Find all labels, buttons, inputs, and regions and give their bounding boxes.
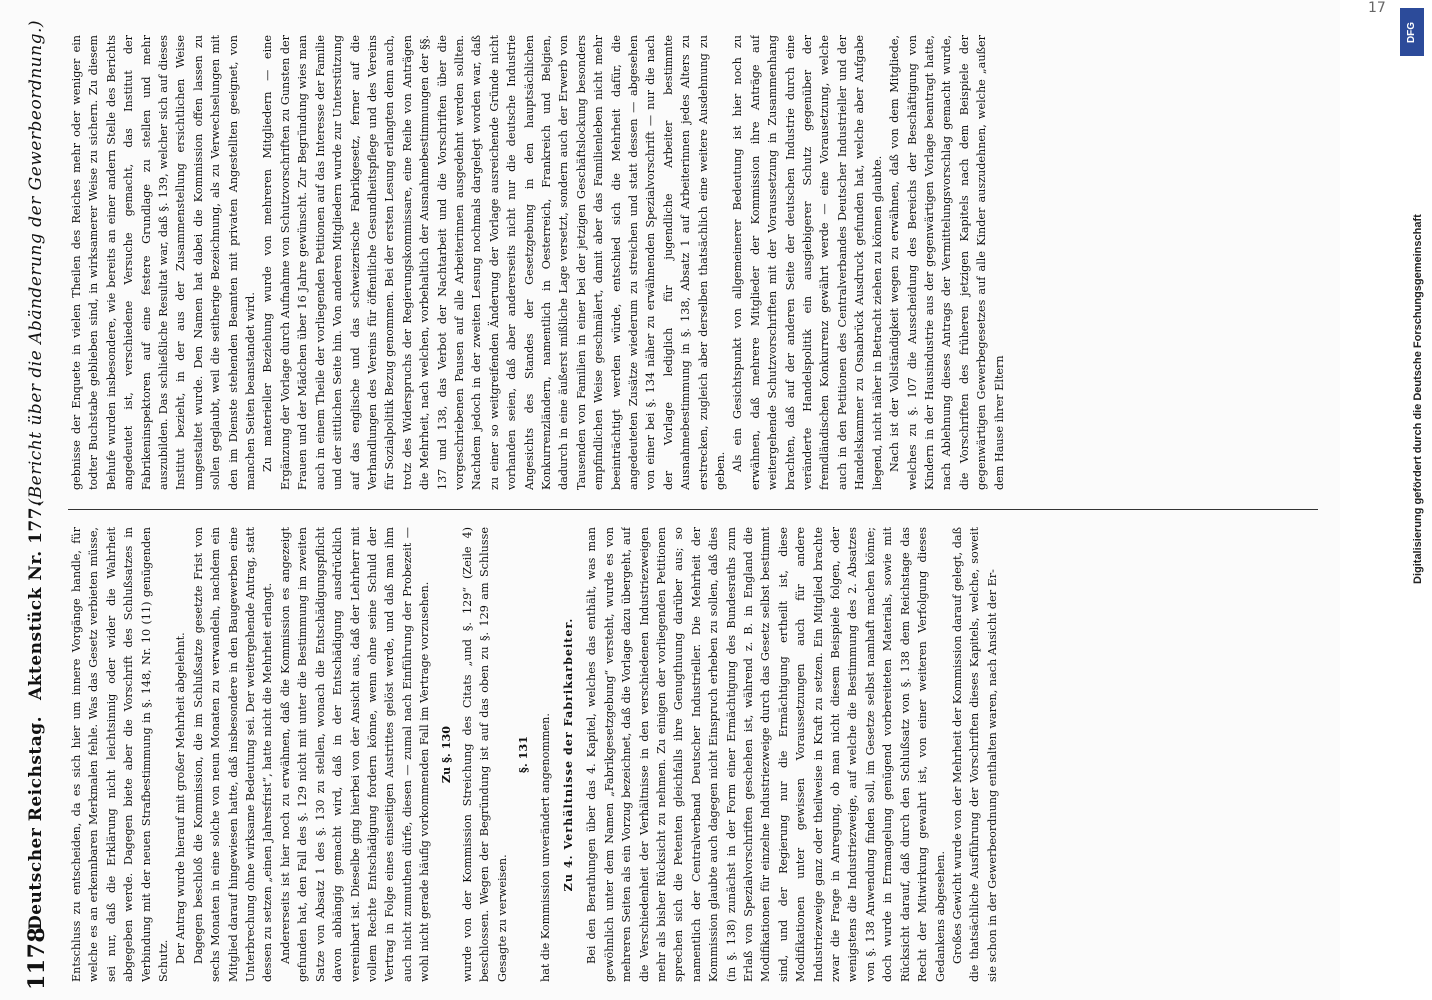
paragraph: Dagegen beschloß die Kommission, die im Schlußsatze gesetzte Frist von sechs Monaten in eine solche von neun Monaten zu verwandeln, nachdem ein Mitglied darauf hingewiesen hatte, daß insbesondere in den Baugewerben eine Unterbrechung ohne wirksame Bedeutung sei. Der weitergehende Antrag, statt dessen zu setzen „einen Jahresfrist“, hatte nicht die Mehrheit erlangt. [191, 527, 275, 982]
chapter-heading: Zu 4. Verhältnisse der Fabrikarbeiter. [560, 617, 575, 892]
section-heading: Zu §. 130 [438, 725, 453, 784]
section-heading: §. 131 [516, 736, 531, 773]
running-head [18, 0, 58, 1000]
report-title: (Bericht über die Abänderung der Gewerbeordnung.) [26, 20, 46, 506]
paragraph: wurde von der Kommission Streichung des Citats „und §. 129“ (Zeile 4) beschlossen. Wegen der Begründung ist auf das oben zu §. 129 am Schlusse Gesagte zu verweisen. [460, 527, 509, 982]
paragraph: gebnisse der Enquete in vielen Theilen des Reiches mehr oder weniger ein todter Buchstabe geblieben sind, in wirksamerer Weise zu sichern. Zu diesem Behufe wurden insbesondere, wie bereits an einer andern Stelle des Berichts angedeutet ist, verschiedene Versuche gemacht, das Institut der Fabrikeninspektoren auf eine festere Grundlage zu stellen und mehr auszubilden. Das schließliche Resultat war, daß §. 139, welcher sich auf dieses Institut bezieht, in der aus der Zusammenstellung ersichtlichen Weise umgestaltet wurde. Den Namen hat dabei die Kommission offen lassen zu sollen geglaubt, weil die seitherige Bezeichnung, als zu Verwechselungen mit den im Dienste stehenden Beamten mit privaten Angestellten geeignet, von manchen Seiten beanstandet wird. [70, 35, 258, 490]
digitization-credit: Digitalisierung gefördert durch die Deutsche Forschungsgemeinschaft [1412, 214, 1424, 584]
dfg-logo-text: DFG [1406, 21, 1418, 43]
paragraph: Großes Gewicht wurde von der Mehrheit der Kommission darauf gelegt, daß die thatsächliche Ausführung der Vorschriften dieses Kapitels, welche, soweit sie schon in der Gewerbeordnung enthalten waren, nach Ansicht der Er- [950, 527, 999, 982]
page-number: 1178 [24, 926, 50, 990]
right-column [68, 35, 1328, 490]
document-number: Aktenstück Nr. 177. [26, 500, 46, 700]
paragraph: Andererseits ist hier noch zu erwähnen, daß die Kommission es angezeigt gefunden hat, den Fall des §. 129 nicht mit unter die Bestimmung im zweiten Satze von Absatz 1 des §. 130 zu stellen, wonach die Entschädigungspflicht davon abhängig gemacht wird, daß in der Entschädigung ausdrücklich vereinbart ist. Dieselbe ging hierbei von der Ansicht aus, daß der Lehrherr mit vollem Rechte Entschädigung fordern könne, wenn ohne seine Schuld der Vertrag in Folge eines einseitigen Austrittes gelöst werde, und daß man ihm auch nicht zumuthen dürfe, diesen — zumal nach Einführung der Probezeit — wohl nicht gerade häufig vorkommenden Fall im Vertrage vorzusehen. [278, 527, 432, 982]
publication-title: Deutscher Reichstag. [26, 715, 46, 930]
paragraph: Als ein Gesichtspunkt von allgemeinerer Bedeutung ist hier noch zu erwähnen, daß mehrere Mitglieder der Kommission ihre Anträge auf weitergehende Schutzvorschriften mit der Voraussetzung in Zusammenhang brachten, daß auf der anderen Seite der deutschen Industrie durch eine veränderte Handelspolitik ein ausgiebigerer Schutz gegenüber der fremdländischen Konkurrenz gewährt werde — eine Vorausetzung, welche auch in den Petitionen des Centralverbandes Deutscher Industrieller und der Handelskammer zu Osnabrück Ausdruck gefunden hat, welche aber Aufgabe liegend, nicht näher in Betracht ziehen zu können glaubte. [731, 35, 884, 490]
dfg-logo [1400, 8, 1424, 56]
paragraph: Zu materieller Beziehung wurde von mehreren Mitgliedern — eine Ergänzung der Vorlage durch Aufnahme von Schutzvorschriften zu Gunsten der Frauen und der Mädchen über 16 Jahre gewünscht. Zur Begründung wies man auch in einem Theile der vorliegenden Petitionen auf das Interesse der Familie und der sittlichen Seite hin. Von anderen Mitgliedern wurde zur Unterstützung auf das englische und das schweizerische Fabrikgesetz, ferner auf die Verhandlungen des Vereins für öffentliche Gesundheitspflege und des Vereins für Sozialpolitik Bezug genommen. Bei der ersten Lesung erlangten denn auch, trotz des Widerspruchs der Regierungskommissare, eine Reihe von Anträgen die Mehrheit, nach welchen, vorbehaltlich der Ausnahmebestimmungen der §§. 137 und 138, das Verbot der Nachtarbeit und die Vorschriften über die vorgeschriebenen Pausen auf alle Arbeiterinnen ausgedehnt werden sollten. Nachdem jedoch in der zweiten Lesung nochmals dargelegt worden war, daß zu einer so weitgreifenden Änderung der Vorlage ausreichende Gründe nicht vorhanden seien, daß aber andererseits nicht nur die deutsche Industrie Angesichts des Standes der Gesetzgebung in den hauptsächlichen Konkurrenzländern, namentlich in Oesterreich, Frankreich und Belgien, dadurch in eine äußerst mißliche Lage versetzt, sondern auch der Erwerb von Tausenden von Familien in einer bei der jetzigen Geschäftslockung besonders empfindlichen Weise geschmälert, damit aber das Familienleben nicht mehr beeinträchtigt werden würde, entschied sich die Mehrheit dafür, die angedeuteten Zusätze wiederum zu streichen und statt dessen — abgesehen von einer bei §. 134 näher zu erwähnenden Spezialvorschrift — nur die nach der Vorlage lediglich für jugendliche Arbeiter bestimmte Ausnahmebestimmung in §. 138, Absatz 1 auf Arbeiterinnen jedes Alters zu erstrecken, zugleich aber derselben thatsächlich eine weitere Ausdehnung zu geben. [261, 35, 728, 490]
paragraph: hat die Kommission unverändert angenommen. [538, 713, 552, 982]
paragraph: Nach ist der Vollständigkeit wegen zu erwähnen, daß von dem Mitgliede, welches zu §. 107 die Ausscheidung des Bereichs der Beschäftigung von Kindern in der Hausindustrie aus der gegenwärtigen Vorlage beantragt hatte, nach Ablehnung dieses Antrags der Vermittelungsvorschlag gemacht wurde, die Vorschriften des früheren jetzigen Kapitels nach dem Beispiele der gegenwärtigen Gewerbegesetzes auf alle Kinder auszudehnen, welche „außer dem Hause ihrer Eltern [888, 35, 1006, 490]
column-divider [68, 509, 1318, 510]
handwritten-mark: 17 [1368, 0, 1386, 16]
paragraph: Der Antrag wurde hierauf mit großer Mehrheit abgelehnt. [174, 632, 188, 964]
paragraph: Bei den Berathungen über das 4. Kapitel, welches das enthält, was man gewöhnlich unter dem Namen „Fabrikgesetzgebung“ versteht, wurde es von mehreren Seiten als ein Vorzug bezeichnet, daß die Vorlage dazu übergeht, auf die Verschiedenheit der Verhältnisse in den verschiedenen Industriezweigen mehr als bisher Rücksicht zu nehmen. Zu einigen der vorliegenden Petitionen sprechen sich die Petenten gleichfalls ihre Genugthuung darüber aus; so namentlich der Centralverband Deutscher Industrieller. Die Mehrheit der Kommission glaubte auch dagegen nicht Einspruch erheben zu sollen, daß dies (in §. 138) zunächst in der Form einer Ermächtigung des Bundesraths zum Erlaß von Spezialvorschriften geschehen ist, während z. B. in England die Modifikationen für einzelne Industriezweige durch das Gesetz selbst bestimmt sind, und der Regierung nur die Ermächtigung ertheilt ist, diese Modifikationen unter gewissen Voraussetzungen auch für andere Industriezweige ganz oder theilweise in Kraft zu setzen. Ein Mitglied brachte zwar die Frage in Anregung, ob man nicht diesem Beispiele folgen, oder wenigstens die Industriezweige, auf welche die Bestimmung des 2. Absatzes von §. 138 Anwendung finden soll, im Gesetze selbst namhaft machen könne; doch wurde in Ermangelung genügend vorbereiteten Materials, sowie mit Rücksicht darauf, daß durch den Schlußsatz von §. 138 dem Reichstage das Recht der Mitwirkung gewahrt ist, von einer weiteren Verfolgung dieses Gedankens abgesehen. [585, 527, 947, 982]
left-column [68, 527, 1328, 982]
paragraph: Entschluss zu entscheiden, da es sich hier um innere Vorgänge handle, für welche es an erkennbaren Merkmalen fehle. Was das Gesetz verbieten müsse, sei nur, daß die Erklärung nicht leichtsinnig oder wider die Wahrheit abgegeben werde. Dagegen biete aber die Vorschrift des Schlußsatzes in Verbindung mit der neuen Strafbestimmung in §. 148, Nr. 10 (11) genügenden Schutz. [70, 527, 171, 982]
